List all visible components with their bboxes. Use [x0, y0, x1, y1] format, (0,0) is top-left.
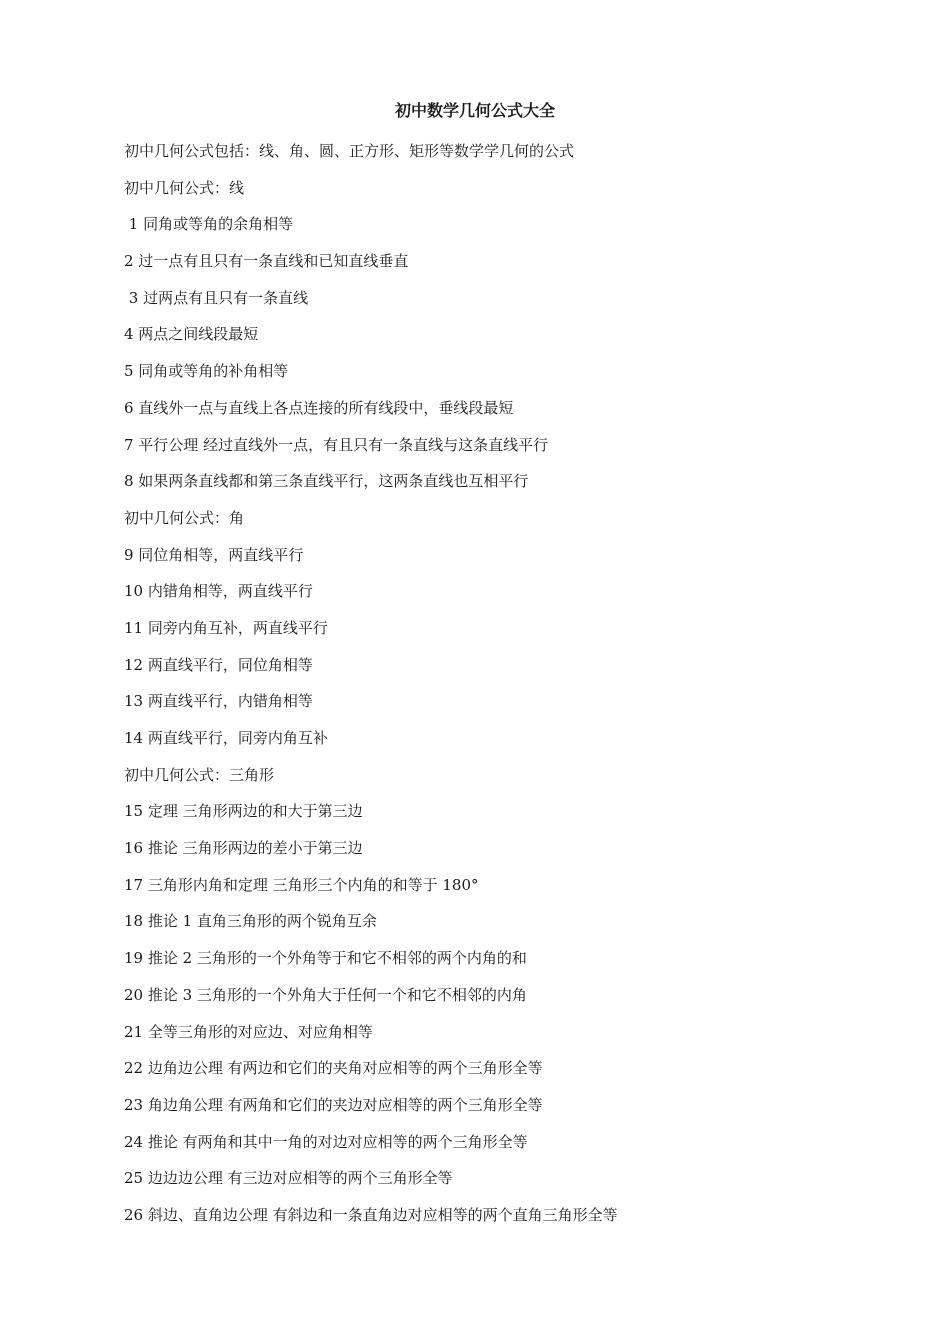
document-title: 初中数学几何公式大全 — [394, 101, 555, 120]
formula-line: 5 同角或等角的补角相等 — [124, 362, 289, 381]
formula-line: 23 角边角公理 有两角和它们的夹边对应相等的两个三角形全等 — [124, 1095, 543, 1114]
section-heading-angles: 初中几何公式：角 — [124, 508, 245, 527]
formula-line: 13 两直线平行，内错角相等 — [124, 692, 313, 711]
formula-line: 24 推论 有两角和其中一角的对边对应相等的两个三角形全等 — [124, 1132, 528, 1151]
formula-line: 21 全等三角形的对应边、对应角相等 — [124, 1022, 373, 1041]
formula-line: 20 推论 3 三角形的一个外角大于任何一个和它不相邻的内角 — [124, 985, 527, 1004]
formula-line: 10 内错角相等，两直线平行 — [124, 582, 313, 601]
formula-line: 4 两点之间线段最短 — [124, 325, 259, 344]
formula-line: 12 两直线平行，同位角相等 — [124, 655, 313, 674]
intro-line: 初中几何公式包括：线、角、圆、正方形、矩形等数学学几何的公式 — [124, 142, 575, 160]
formula-line: 9 同位角相等，两直线平行 — [124, 545, 304, 564]
section-heading-triangles: 初中几何公式：三角形 — [124, 765, 275, 784]
formula-line: 17 三角形内角和定理 三角形三个内角的和等于 180° — [124, 875, 479, 894]
formula-line: 22 边角边公理 有两边和它们的夹角对应相等的两个三角形全等 — [124, 1059, 543, 1078]
formula-line: 16 推论 三角形两边的差小于第三边 — [124, 839, 363, 858]
document-body — [124, 140, 844, 1241]
formula-line: 18 推论 1 直角三角形的两个锐角互余 — [124, 912, 377, 931]
formula-line: 25 边边边公理 有三边对应相等的两个三角形全等 — [124, 1169, 453, 1188]
formula-line: 8 如果两条直线都和第三条直线平行，这两条直线也互相平行 — [124, 472, 529, 491]
formula-line: 15 定理 三角形两边的和大于第三边 — [124, 802, 363, 821]
formula-line: 19 推论 2 三角形的一个外角等于和它不相邻的两个内角的和 — [124, 949, 527, 968]
formula-line: 26 斜边、直角边公理 有斜边和一条直角边对应相等的两个直角三角形全等 — [124, 1205, 618, 1224]
formula-line: 6 直线外一点与直线上各点连接的所有线段中，垂线段最短 — [124, 398, 514, 417]
section-heading-lines: 初中几何公式：线 — [124, 178, 245, 197]
formula-line: 14 两直线平行，同旁内角互补 — [124, 729, 328, 747]
formula-line: 7 平行公理 经过直线外一点，有且只有一条直线与这条直线平行 — [124, 435, 549, 454]
formula-line: 1 同角或等角的余角相等 — [124, 215, 294, 234]
formula-line: 2 过一点有且只有一条直线和已知直线垂直 — [124, 252, 409, 271]
formula-line: 11 同旁内角互补，两直线平行 — [124, 618, 328, 637]
formula-line: 3 过两点有且只有一条直线 — [124, 288, 309, 307]
